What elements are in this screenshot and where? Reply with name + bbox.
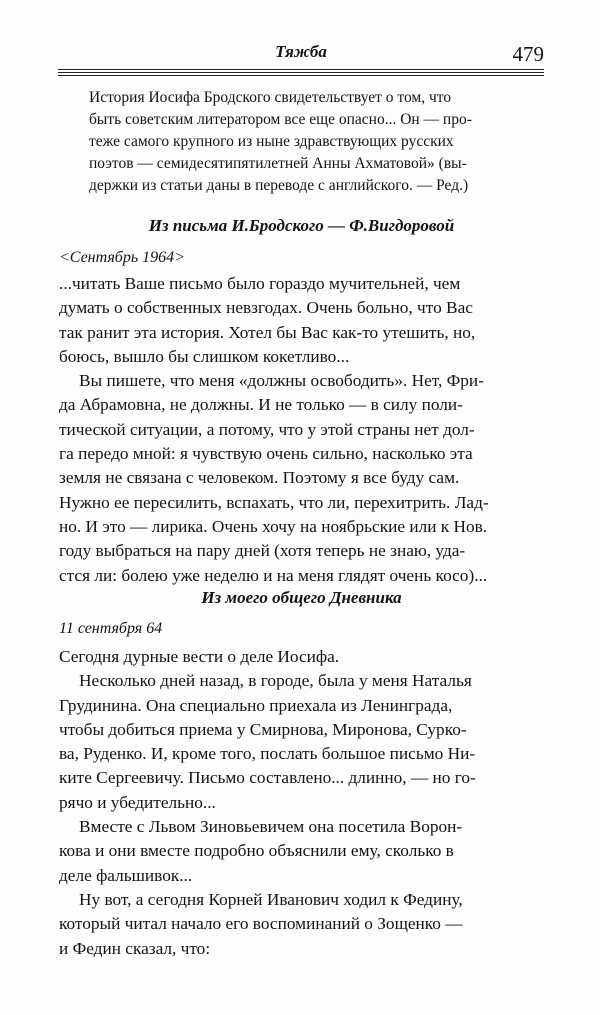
text-line: История Иосифа Бродского свидетельствует о том, что bbox=[89, 89, 452, 106]
text-line: поэтов — семидесятипятилетней Анны Ахматовой» (вы- bbox=[89, 155, 467, 172]
text-line: ките Сергеевичу. Письмо составлено... длинно, — но го- bbox=[59, 768, 476, 788]
dateline: 11 сентября 64 bbox=[59, 620, 163, 637]
text-line: Несколько дней назад, в городе, была у меня Наталья bbox=[79, 671, 472, 691]
text-line: Вы пишете, что меня «должны освободить». Нет, Фри- bbox=[79, 371, 484, 391]
text-line: и Федин сказал, что: bbox=[59, 938, 211, 958]
text-line: Грудинина. Она специально приехала из Ленинграда, bbox=[59, 695, 453, 715]
text-line: стся ли: болею уже неделю и на меня глядят очень косо)... bbox=[59, 565, 488, 585]
text-line: Ну вот, а сегодня Корней Иванович ходил к Федину, bbox=[79, 889, 463, 909]
text-line: рячо и убедительно... bbox=[59, 792, 216, 812]
text-line: думать о собственных невзгодах. Очень больно, что Вас bbox=[59, 298, 473, 318]
text-line: деле фальшивок... bbox=[59, 865, 193, 885]
intro-paragraph bbox=[89, 87, 544, 197]
section-heading: Из письма И.Бродского — Ф.Вигдоровой bbox=[148, 216, 455, 235]
letter-text bbox=[59, 272, 544, 588]
text-line: земля не связана с человеком. Поэтому я все буду сам. bbox=[59, 468, 460, 488]
text-line: га передо мной: я чувствую очень сильно, насколько эта bbox=[59, 444, 473, 464]
text-line: так ранит эта история. Хотел бы Вас как-то утешить, но, bbox=[59, 322, 476, 342]
text-line: да Абрамовна, не должны. И не только — в силу поли- bbox=[59, 395, 463, 415]
text-line: который читал начало его воспоминаний о Зощенко — bbox=[59, 914, 463, 934]
diary-text bbox=[59, 645, 544, 961]
section-heading: Из моего общего Дневника bbox=[201, 588, 402, 607]
text-line: году выбраться на пару дней (хотя теперь не знаю, уда- bbox=[59, 541, 466, 561]
text-line: боюсь, вышло бы слишком кокетливо... bbox=[59, 346, 350, 366]
text-line: Вместе с Львом Зиновьевичем она посетила Ворон- bbox=[79, 817, 463, 837]
header-rule bbox=[58, 72, 544, 73]
text-line: держки из статьи даны в переводе с английского. — Ред.) bbox=[89, 177, 469, 194]
text-line: Нужно ее пересилить, вспахать, что ли, перехитрить. Лад- bbox=[59, 492, 489, 512]
running-title: Тяжба bbox=[275, 42, 327, 61]
text-line: ва, Руденко. И, кроме того, послать большое письмо Ни- bbox=[59, 744, 476, 764]
header-rule bbox=[58, 75, 544, 76]
dateline: <Сентябрь 1964> bbox=[59, 249, 185, 266]
text-line: чтобы добиться приема у Смирнова, Миронова, Сурко- bbox=[59, 719, 467, 739]
header-rule bbox=[58, 69, 544, 70]
text-line: тической ситуации, а потому, что у этой страны нет дол- bbox=[59, 419, 475, 439]
text-line: кова и они вместе подробно объяснили ему, сколько в bbox=[59, 841, 454, 861]
text-line: быть советским литератором все еще опасно... Он — про- bbox=[89, 111, 472, 128]
text-line: Сегодня дурные вести о деле Иосифа. bbox=[59, 647, 340, 666]
text-line: но. И это — лирика. Очень хочу на ноябрьские или к Нов. bbox=[59, 516, 488, 536]
text-line: ...читать Ваше письмо было гораздо мучительней, чем bbox=[59, 274, 461, 293]
text-line: теже самого крупного из ныне здравствующих русских bbox=[89, 133, 454, 150]
page-number: 479 bbox=[512, 42, 544, 66]
